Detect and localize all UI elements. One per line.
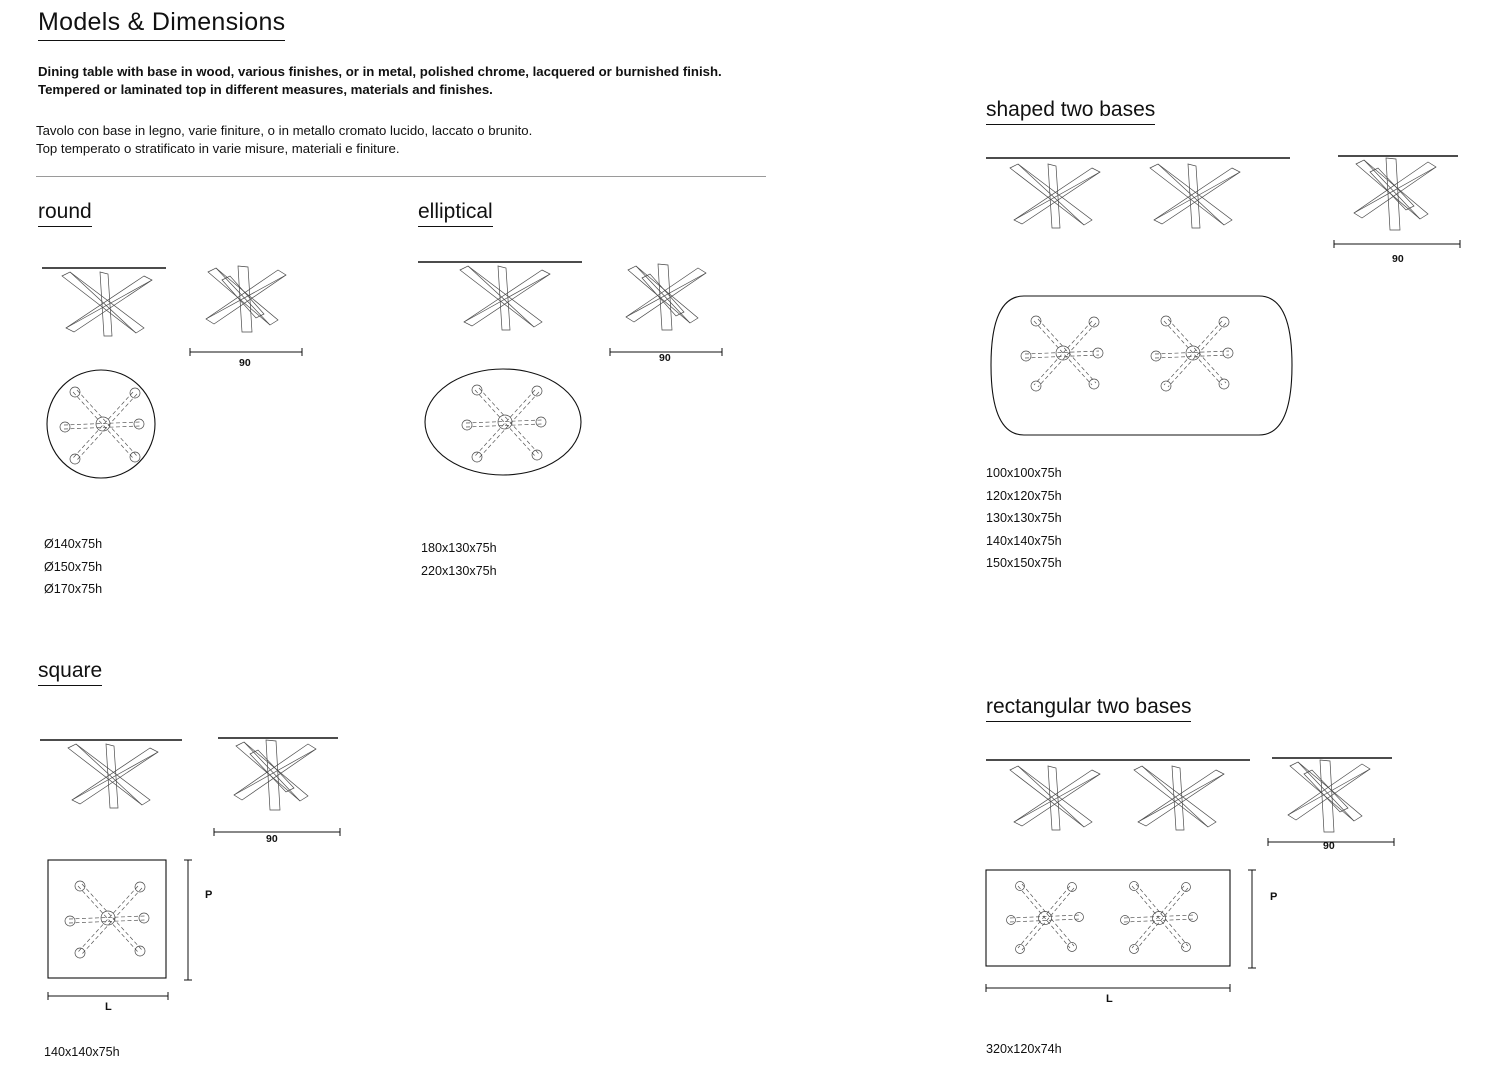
square-depth-label: P bbox=[205, 889, 213, 901]
round-dimension-item: Ø170x75h bbox=[44, 582, 103, 596]
shaped-two-bases-dimensions-list bbox=[986, 462, 1062, 575]
description-italian-line-2: Top temperato o stratificato in varie misure, materiali e finiture. bbox=[36, 141, 400, 157]
round-dimensions-list bbox=[44, 533, 102, 601]
shaped-dimension-item: 120x120x75h bbox=[986, 488, 1062, 503]
elliptical-dimensions-list bbox=[421, 537, 497, 582]
page-title: Models & Dimensions bbox=[38, 8, 285, 41]
rectangular-two-bases-perspective-drawing bbox=[1270, 750, 1395, 850]
section-heading-rectangular-two-bases: rectangular two bases bbox=[986, 695, 1191, 722]
rectangular-two-bases-depth-label: P bbox=[1270, 891, 1278, 903]
shaped-dimension-item: 100x100x75h bbox=[986, 466, 1062, 480]
square-length-label: L bbox=[105, 1001, 112, 1013]
shaped-dimension-item: 150x150x75h bbox=[986, 556, 1062, 570]
round-dimension-item: Ø150x75h bbox=[44, 559, 103, 574]
rectangular-two-bases-length-label: L bbox=[1106, 993, 1113, 1005]
description-italian-line-1: Tavolo con base in legno, varie finiture, o in metallo cromato lucido, laccato o brunito. bbox=[36, 123, 533, 138]
rectangular-two-bases-dimensions-list bbox=[986, 1038, 1062, 1061]
round-front-elevation-drawing bbox=[40, 262, 170, 352]
rectangular-dimension-item: 320x120x74h bbox=[986, 1042, 1062, 1056]
rectangular-two-bases-tick-label-90: 90 bbox=[1323, 840, 1335, 852]
section-heading-elliptical: elliptical bbox=[418, 200, 493, 227]
description-italian bbox=[36, 122, 756, 159]
description-english: Dining table with base in wood, various finishes, or in metal, polished chrome, lacquered or burnished finish. Tempered or laminated top in different measures, materials and finishes. bbox=[38, 64, 722, 97]
header-divider bbox=[36, 176, 766, 177]
shaped-two-bases-front-elevation-drawing bbox=[984, 150, 1294, 250]
round-dimension-item: Ø140x75h bbox=[44, 537, 103, 551]
square-depth-dimension-line bbox=[182, 858, 194, 982]
square-front-elevation-drawing bbox=[38, 733, 188, 825]
square-tick-label-90: 90 bbox=[266, 833, 278, 845]
elliptical-perspective-drawing bbox=[612, 256, 722, 348]
square-plan-view-drawing bbox=[46, 858, 176, 983]
elliptical-plan-view-drawing bbox=[420, 362, 590, 482]
square-perspective-drawing bbox=[216, 730, 341, 826]
elliptical-dimension-item: 220x130x75h bbox=[421, 563, 497, 578]
shaped-dimension-item: 140x140x75h bbox=[986, 533, 1062, 548]
shaped-two-bases-plan-view-drawing bbox=[984, 293, 1299, 443]
section-heading-square: square bbox=[38, 659, 102, 686]
elliptical-tick-label-90: 90 bbox=[659, 352, 671, 364]
square-dimension-item: 140x140x75h bbox=[44, 1045, 120, 1059]
round-perspective-drawing bbox=[192, 258, 302, 348]
elliptical-front-elevation-drawing bbox=[416, 256, 586, 348]
rectangular-two-bases-depth-dimension-line bbox=[1246, 868, 1258, 970]
rectangular-two-bases-front-elevation-drawing bbox=[984, 752, 1254, 850]
shaped-dimension-item: 130x130x75h bbox=[986, 511, 1062, 525]
shaped-two-bases-tick-label-90: 90 bbox=[1392, 253, 1404, 265]
section-heading-round: round bbox=[38, 200, 92, 227]
square-dimensions-list bbox=[44, 1041, 120, 1064]
round-plan-view-drawing bbox=[40, 366, 165, 486]
elliptical-dimension-item: 180x130x75h bbox=[421, 541, 497, 555]
section-heading-shaped-two-bases: shaped two bases bbox=[986, 98, 1155, 125]
rectangular-two-bases-plan-view-drawing bbox=[984, 868, 1234, 972]
round-tick-label-90: 90 bbox=[239, 357, 251, 369]
shaped-two-bases-perspective-drawing bbox=[1336, 148, 1461, 248]
shaped-two-bases-height-dimension-line bbox=[1332, 240, 1462, 252]
